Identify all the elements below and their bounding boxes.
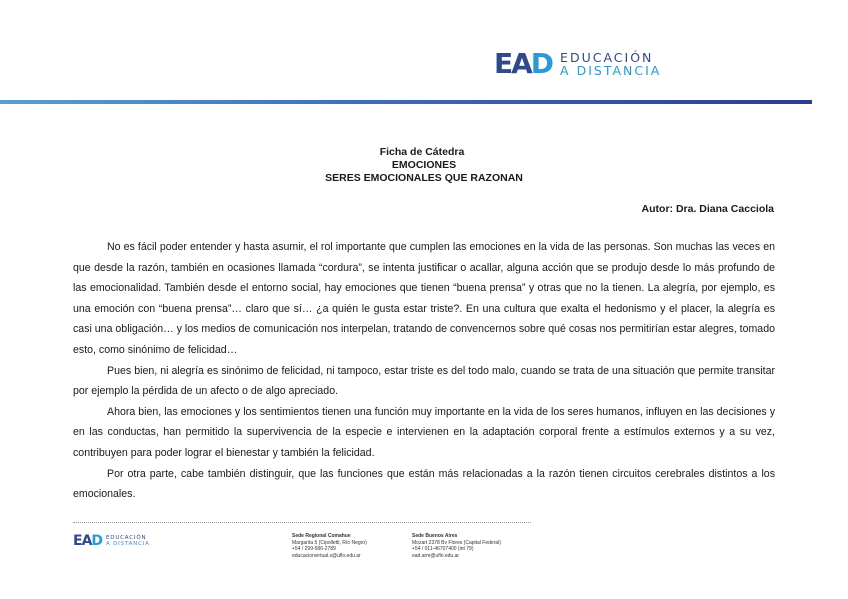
sede-email: ead.arm@uflo.edu.ar	[412, 552, 460, 559]
sede-heading: Sede Regional Comahue	[292, 533, 351, 539]
paragraph: Pues bien, ni alegría es sinónimo de felicidad, ni tampoco, estar triste es del todo malo, cuando se trata de una situación que permite transitar por ejemplo la pérdida de un afecto o de algo apreciado.	[73, 364, 775, 398]
footer-divider	[73, 522, 531, 523]
logo-wordmark	[560, 51, 661, 77]
paragraph: Ahora bien, las emociones y los sentimientos tienen una función muy importante en la vida de los seres humanos, influyen en las decisiones y en las conductas, han permitido la supervivencia de la especie e intervienen en la adaptación corporal frente a estímulos externos y a su vez, contribuyen para poder lograr el bienestar y también la felicidad.	[73, 405, 775, 459]
paragraph: No es fácil poder entender y hasta asumir, el rol importante que cumplen las emociones en la vida de las personas. Son muchas las veces en que desde la razón, también en ocasiones llamada “cordura”, se intenta justificar o acallar, alguna acción que se produjo desde lo más profundo de las emocionalidad. También desde el entorno social, hay emociones que tienen “buena prensa” y otras que no la tienen. La alegría, por ejemplo, es una emoción con “buena prensa”… claro que sí… ¿a quién le gusta estar triste?. En una cultura que exalta el hedonismo y el placer, la alegría es casi una obligación… y los medios de comunicación nos interpelan, tratando de convencernos sobre qué cosas nos permitirían estar alegres, tomado esto, como sinónimo de felicidad…	[73, 241, 775, 356]
title-line-3: SERES EMOCIONALES QUE RAZONAN	[325, 172, 523, 184]
logo-line-educacion: EDUCACIÓN	[560, 50, 654, 65]
footer-sede-buenos-aires	[412, 533, 501, 559]
paragraph: Por otra parte, cabe también distinguir, que las funciones que están más relacionadas a la razón tienen circuitos cerebrales distintos a los emocionales.	[73, 467, 775, 501]
title-line-2: EMOCIONES	[391, 159, 457, 171]
sede-address: Mozart 2378 Bv Flores (Capital Federal)	[412, 539, 501, 546]
document-title	[0, 146, 848, 185]
footer-logo	[73, 534, 150, 548]
footer-sede-comahue	[292, 533, 367, 559]
sede-heading: Sede Buenos Aires	[412, 533, 458, 539]
ead-logo-mark: EAD	[494, 47, 553, 80]
ead-logo-mark-small: EAD	[73, 533, 103, 549]
author-line: Autor: Dra. Diana Cacciola	[641, 203, 774, 215]
sede-phone: +54 / 011-46707400 (int 79)	[412, 546, 474, 552]
sede-email: educacionvirtual.s@uflo.edu.ar	[292, 552, 361, 559]
header-divider	[0, 100, 812, 104]
logo-line-a-distancia: A DISTANCIA	[560, 63, 662, 78]
document-body	[73, 237, 775, 505]
header-logo	[494, 47, 662, 80]
sede-phone: +54 / 299-586-2789	[292, 546, 336, 552]
sede-address: Margarita 5 (Cipolletti, Río Negro)	[292, 539, 367, 546]
title-line-1: Ficha de Cátedra	[379, 146, 465, 158]
footer-logo-wordmark: EDUCACIÓN A DISTANCIA	[106, 535, 150, 547]
